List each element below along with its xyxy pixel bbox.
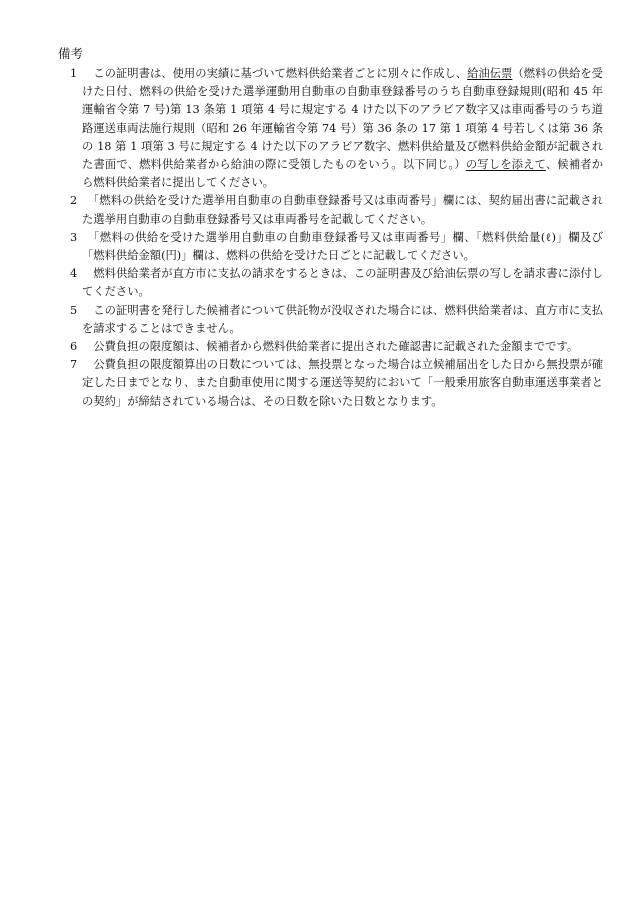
note-number: 6 [70, 340, 78, 354]
note-2 [58, 192, 603, 228]
note-text: 、候補者から燃料供給業者に提出してください。 [82, 158, 603, 190]
note-6 [58, 338, 603, 356]
note-number: 7 [70, 358, 78, 372]
note-text: 「燃料の供給を受けた選挙用自動車の自動車登録番号又は車両番号」欄、「燃料供給量(ℓ)」欄及び「燃料供給金額(円)」欄は、燃料の供給を受けた日ごとに記載してください。 [82, 230, 603, 263]
note-text: 「燃料の供給を受けた選挙用自動車の自動車登録番号又は車両番号」欄には、契約届出書に記載された選挙用自動車の自動車登録番号又は車両番号を記載してください。 [82, 194, 603, 226]
note-text: この証明書は、使用の実績に基づいて燃料供給業者ごとに別々に作成し、 [82, 67, 468, 80]
note-number: 4 [70, 267, 78, 281]
note-text: （燃料の供給を受けた日付、燃料の供給を受けた選挙運動用自動車の自動車登録番号のうち自動車登録規則(昭和 45 年運輸省令第 7 号)第 13 条第 1 項第 4 号に規定する 4 けた以下のアラビア数字又は車両番号のうち道路運送車両法施行規則（昭和 26 年運輸省令第 74 号）第 36 条の 17 第 1 項第 4 号若しくは第 36 条の 18 第 1 項第 3 号に規定する 4 けた以下のアラビア数字、燃料供給量及び燃料供給金額が記載された書面で、燃料供給業者から給油の際に受領したものをいう。以下同じ。） [82, 67, 603, 172]
remarks-section [58, 44, 603, 411]
note-number: 2 [70, 194, 78, 208]
remarks-list [58, 65, 603, 411]
note-text: この証明書を発行した候補者について供託物が没収された場合には、燃料供給業者は、直方市に支払を請求することはできません。 [82, 303, 603, 335]
remarks-heading: 備考 [58, 46, 84, 61]
note-7 [58, 356, 603, 411]
note-text: 公費負担の限度額は、候補者から燃料供給業者に提出された確認書に記載された金額までです。 [82, 340, 579, 354]
note-text: 公費負担の限度額算出の日数については、無投票となった場合は立候補届出をした日から無投票が確定した日までとなり、また自動車使用に関する運送等契約において「一般乗用旅客自動車運送事業者との契約」が締結されている場合は、その日数を除いた日数となります。 [82, 358, 603, 408]
note-number: 3 [70, 230, 78, 244]
note-text: 燃料供給業者が直方市に支払の請求をするときは、この証明書及び給油伝票の写しを請求書に添付してください。 [82, 267, 603, 299]
note-3 [58, 229, 603, 265]
note-underlined-text: の写しを添えて [465, 158, 546, 172]
note-underlined-text: 給油伝票 [467, 67, 513, 80]
note-number: 1 [70, 67, 78, 80]
note-number: 5 [70, 303, 78, 317]
note-4 [58, 265, 603, 301]
note-1 [58, 65, 603, 192]
note-5 [58, 302, 603, 338]
